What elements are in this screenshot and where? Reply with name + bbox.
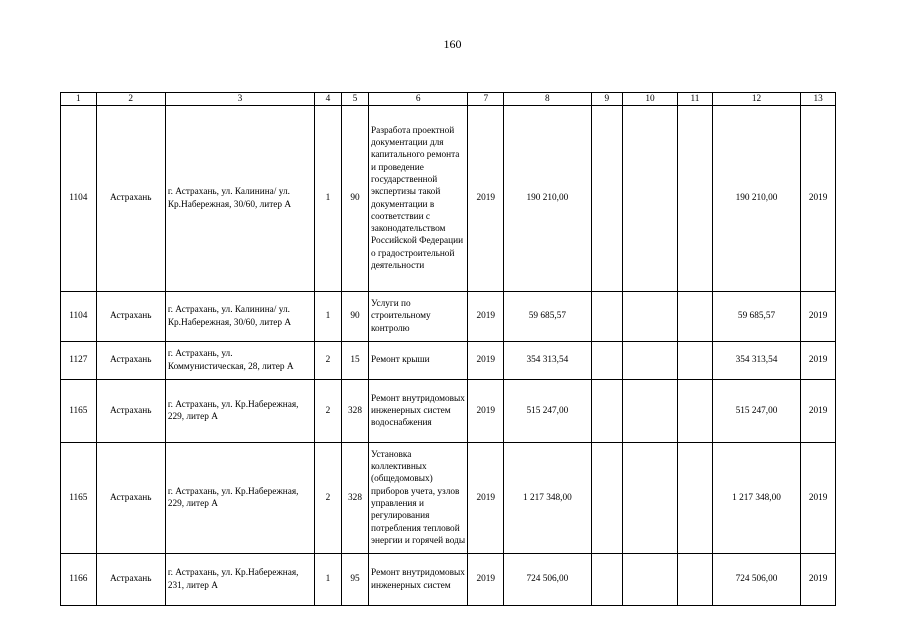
cell-col5: 15	[342, 342, 369, 380]
cell-col5: 90	[342, 106, 369, 292]
cell-col9	[591, 342, 622, 380]
column-header: 1	[61, 93, 97, 106]
cell-col5: 328	[342, 443, 369, 554]
table-header-row	[61, 93, 836, 106]
cell-work-type: Ремонт крыши	[369, 342, 468, 380]
cell-col12: 1 217 348,00	[712, 443, 801, 554]
cell-col13: 2019	[801, 292, 836, 342]
cell-col9	[591, 554, 622, 606]
cell-address: г. Астрахань, ул. Коммунистическая, 28, литер А	[165, 342, 314, 380]
cell-col5: 328	[342, 380, 369, 443]
cell-cost: 515 247,00	[504, 380, 592, 443]
cell-col10	[623, 106, 678, 292]
cell-work-type-text: Ремонт внутридомовых инженерных систем	[371, 568, 465, 591]
column-header: 7	[468, 93, 504, 106]
cell-year: 2019	[468, 292, 504, 342]
cell-col12: 354 313,54	[712, 342, 801, 380]
cell-municipality: Астрахань	[96, 106, 165, 292]
cell-work-type: Услуги по строительному контролю	[369, 292, 468, 342]
cell-col4: 1	[314, 292, 341, 342]
column-header: 10	[623, 93, 678, 106]
cell-col10	[623, 443, 678, 554]
cell-municipality: Астрахань	[96, 443, 165, 554]
cell-col13: 2019	[801, 106, 836, 292]
cell-col10	[623, 342, 678, 380]
cell-municipality: Астрахань	[96, 380, 165, 443]
cell-number: 1165	[61, 380, 97, 443]
cell-col12: 190 210,00	[712, 106, 801, 292]
cell-col4: 2	[314, 380, 341, 443]
cell-address: г. Астрахань, ул. Кр.Набережная, 231, литер А	[165, 554, 314, 606]
cell-col4: 2	[314, 443, 341, 554]
cell-col10	[623, 380, 678, 443]
cell-col9	[591, 292, 622, 342]
cell-year: 2019	[468, 380, 504, 443]
column-header: 13	[801, 93, 836, 106]
column-header: 6	[369, 93, 468, 106]
cell-work-type: Установка коллективных (общедомовых) приборов учета, узлов управления и регулирования потребления тепловой энергии и горячей воды	[369, 443, 468, 554]
cell-number: 1165	[61, 443, 97, 554]
cell-col11	[678, 554, 713, 606]
cell-col10	[623, 292, 678, 342]
cell-cost: 1 217 348,00	[504, 443, 592, 554]
cell-col11	[678, 106, 713, 292]
cell-cost: 354 313,54	[504, 342, 592, 380]
cell-cost: 59 685,57	[504, 292, 592, 342]
cell-col9	[591, 106, 622, 292]
capital-repair-table	[60, 92, 836, 606]
cell-col11	[678, 342, 713, 380]
cell-work-type: Разработа проектной документации для капитального ремонта и проведение государственной экспертизы такой документации в соответствии с законодательством Российской Федерации о градостроительной деятельности	[369, 106, 468, 292]
table-row	[61, 106, 836, 292]
column-header: 5	[342, 93, 369, 106]
cell-col11	[678, 443, 713, 554]
column-header: 3	[165, 93, 314, 106]
column-header: 4	[314, 93, 341, 106]
cell-cost: 724 506,00	[504, 554, 592, 606]
cell-col13: 2019	[801, 443, 836, 554]
cell-col12: 515 247,00	[712, 380, 801, 443]
cell-col13: 2019	[801, 380, 836, 443]
cell-col9	[591, 380, 622, 443]
page-number: 160	[443, 37, 462, 51]
cell-col12: 724 506,00	[712, 554, 801, 606]
cell-address: г. Астрахань, ул. Кр.Набережная, 229, литер А	[165, 443, 314, 554]
cell-col12: 59 685,57	[712, 292, 801, 342]
cell-col13: 2019	[801, 342, 836, 380]
column-header: 12	[712, 93, 801, 106]
column-header: 11	[678, 93, 713, 106]
table-row	[61, 342, 836, 380]
cell-year: 2019	[468, 554, 504, 606]
cell-address: г. Астрахань, ул. Калинина/ ул. Кр.Набережная, 30/60, литер А	[165, 292, 314, 342]
cell-address: г. Астрахань, ул. Кр.Набережная, 229, литер А	[165, 380, 314, 443]
cell-year: 2019	[468, 342, 504, 380]
cell-year: 2019	[468, 443, 504, 554]
cell-address: г. Астрахань, ул. Калинина/ ул. Кр.Набережная, 30/60, литер А	[165, 106, 314, 292]
cell-col9	[591, 443, 622, 554]
cell-cost: 190 210,00	[504, 106, 592, 292]
cell-work-type: Ремонт внутридомовых инженерных систем водоснабжения	[369, 380, 468, 443]
table-row	[61, 292, 836, 342]
column-header: 8	[504, 93, 592, 106]
cell-number: 1166	[61, 554, 97, 606]
cell-year: 2019	[468, 106, 504, 292]
cell-col4: 1	[314, 554, 341, 606]
cell-col5: 90	[342, 292, 369, 342]
cell-col13: 2019	[801, 554, 836, 606]
column-header: 9	[591, 93, 622, 106]
table-row	[61, 554, 836, 606]
cell-work-type	[369, 554, 468, 606]
cell-col11	[678, 380, 713, 443]
cell-col11	[678, 292, 713, 342]
cell-col10	[623, 554, 678, 606]
table-row	[61, 380, 836, 443]
cell-number: 1104	[61, 106, 97, 292]
cell-col4: 2	[314, 342, 341, 380]
cell-number: 1127	[61, 342, 97, 380]
cell-col5: 95	[342, 554, 369, 606]
cell-municipality: Астрахань	[96, 342, 165, 380]
cell-number: 1104	[61, 292, 97, 342]
cell-col4: 1	[314, 106, 341, 292]
table-row	[61, 443, 836, 554]
column-header: 2	[96, 93, 165, 106]
cell-municipality: Астрахань	[96, 554, 165, 606]
cell-municipality: Астрахань	[96, 292, 165, 342]
